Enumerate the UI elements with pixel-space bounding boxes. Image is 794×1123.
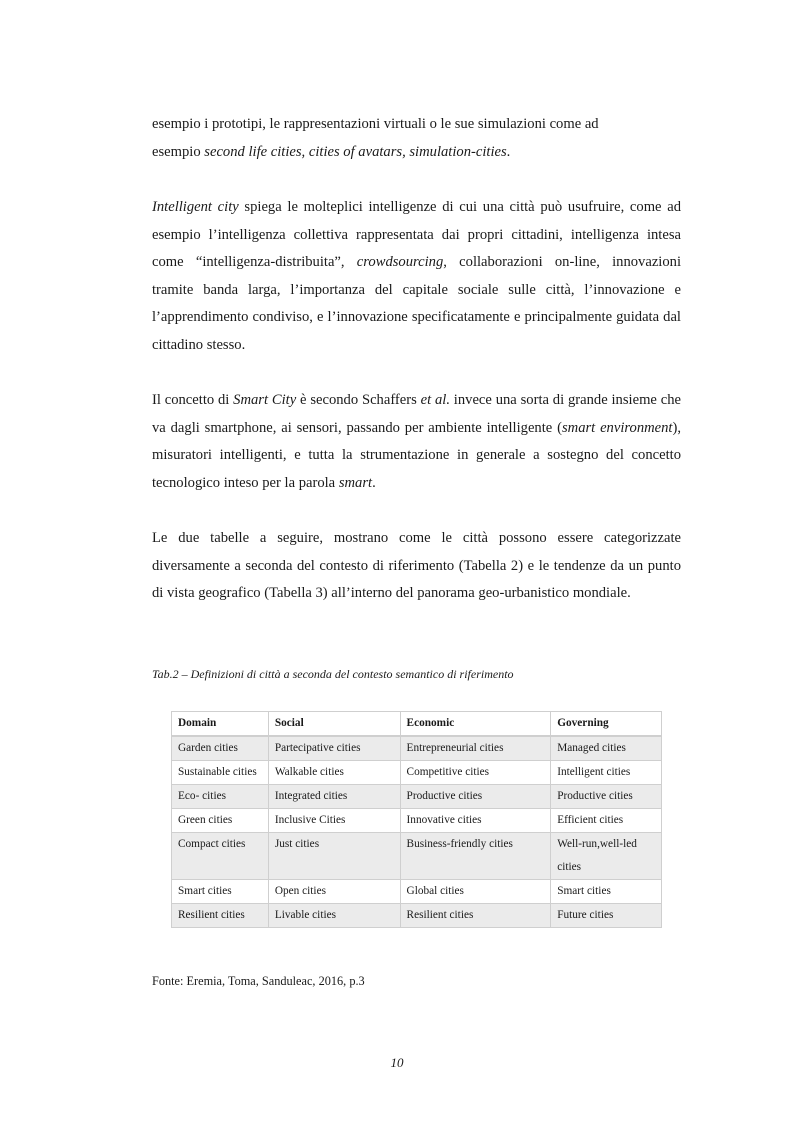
paragraph-4 — [152, 525, 681, 608]
table-cell: Global cities — [400, 880, 551, 904]
paragraph-3-text-e: . — [372, 474, 376, 491]
table-cell: Intelligent cities — [551, 761, 662, 785]
paragraph-2-text-a: spiega le molteplici intelligenze di cui una città può usufruire, come ad esempio l’intelligenza collettiva rappresentata dai propri cittadini, intelligenza intesa come “intelligenza-distribuita”, — [152, 199, 681, 270]
table-cell: Eco- cities — [172, 785, 269, 809]
paragraph-3-italic-b: et al. — [420, 392, 450, 408]
header-economic: Economic — [400, 712, 551, 737]
table-row — [172, 785, 662, 809]
table-cell: Productive cities — [400, 785, 551, 809]
table-cell: Compact cities — [172, 833, 269, 880]
table-cell: Green cities — [172, 809, 269, 833]
paragraph-2-text-b: , collaborazioni on-line, innovazioni tramite banda larga, l’importanza del capitale sociale sulle città, l’innovazione e l’apprendimento condiviso, e l’innovazione specificatamente e principalmente guidata dal cittadino stesso. — [152, 254, 681, 353]
table-cell: Productive cities — [551, 785, 662, 809]
table-header-row — [172, 712, 662, 737]
table-cell: Well-run,well-led cities — [551, 833, 662, 880]
paragraph-3-text-c: invece una sorta di grande insieme che va dagli smartphone, ai sensori, passando per ambiente intelligente ( — [152, 392, 681, 436]
paragraph-3-italic-d: smart — [338, 474, 373, 491]
table-cell: Walkable cities — [268, 761, 400, 785]
table-row — [172, 736, 662, 761]
paragraph-1-text: esempio — [152, 143, 205, 160]
table-cell: Resilient cities — [400, 904, 551, 928]
table-cell: Efficient cities — [551, 809, 662, 833]
paragraph-2-italic-lead: Intelligent city — [152, 199, 239, 215]
paragraph-4-text: Le due tabelle a seguire, mostrano come le città possono essere categorizzate diversamente a seconda del contesto di riferimento (Tabella 2) e le tendenze da un punto di vista geografico (Tabella 3) all’interno del panorama geo-urbanistico mondiale. — [152, 530, 681, 601]
table-cell: Resilient cities — [172, 904, 269, 928]
table-row — [172, 809, 662, 833]
paragraph-1-italic-terms: second life cities, cities of avatars, simulation-cities — [204, 143, 507, 160]
table-cell: Partecipative cities — [268, 736, 400, 761]
paragraph-1-line-1: esempio i prototipi, le rappresentazioni virtuali o le sue simulazioni come ad — [152, 116, 599, 132]
table-row — [172, 880, 662, 904]
table-cell: Garden cities — [172, 736, 269, 761]
page-number: 10 — [390, 1055, 404, 1070]
header-domain: Domain — [172, 712, 269, 737]
paragraph-3-text-d: ), misuratori intelligenti, e tutta la strumentazione in generale a sostegno del concetto tecnologico inteso per la parola — [152, 419, 682, 491]
table-row — [172, 833, 662, 880]
paragraph-2-italic-mid: crowdsourcing — [356, 254, 444, 270]
header-governing: Governing — [551, 712, 662, 737]
table-cell: Competitive cities — [400, 761, 551, 785]
paragraph-3-italic-a: Smart City — [233, 392, 297, 408]
header-social: Social — [268, 712, 400, 737]
paragraph-1 — [152, 111, 681, 166]
table-cell: Integrated cities — [268, 785, 400, 809]
paragraph-2 — [152, 194, 681, 359]
paragraph-3-text-a: Il concetto di — [152, 392, 234, 408]
table-cell: Business-friendly cities — [400, 833, 551, 880]
table-cell: Innovative cities — [400, 809, 551, 833]
table-cell: Future cities — [551, 904, 662, 928]
cities-definition-table — [171, 711, 662, 928]
table-cell: Entrepreneurial cities — [400, 736, 551, 761]
table-cell: Managed cities — [551, 736, 662, 761]
paragraph-3 — [152, 387, 681, 497]
table-source: Fonte: Eremia, Toma, Sanduleac, 2016, p.3 — [152, 974, 365, 988]
paragraph-1-end: . — [506, 143, 511, 160]
table-cell: Just cities — [268, 833, 400, 880]
table-cell: Open cities — [268, 880, 400, 904]
table-cell: Smart cities — [172, 880, 269, 904]
paragraph-3-italic-c: smart environment — [561, 419, 673, 436]
table-row — [172, 761, 662, 785]
table-cell: Inclusive Cities — [268, 809, 400, 833]
table-row — [172, 904, 662, 928]
paragraph-3-text-b: è secondo Schaffers — [296, 392, 421, 408]
table-cell: Livable cities — [268, 904, 400, 928]
table-caption: Tab.2 – Definizioni di città a seconda del contesto semantico di riferimento — [152, 667, 514, 681]
table-cell: Sustainable cities — [172, 761, 269, 785]
table-cell: Smart cities — [551, 880, 662, 904]
